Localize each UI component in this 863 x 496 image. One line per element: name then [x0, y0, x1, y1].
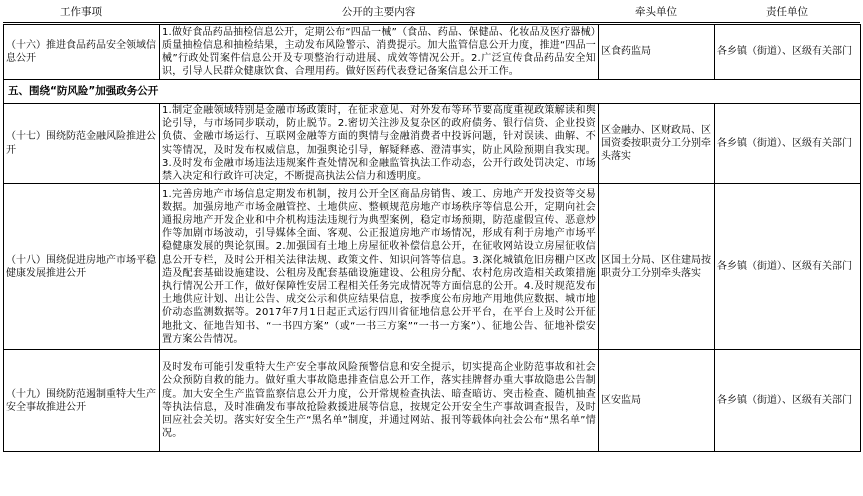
work-item-cell: （十六）推进食品药品安全领域信息公开 — [4, 25, 160, 80]
lead-unit-cell: 区金融办、区财政局、区国资委按职责分工分别牵头落实 — [599, 104, 715, 184]
table-row — [4, 25, 861, 80]
content-cell: 1.完善房地产市场信息定期发布机制，按月公开全区商品房销售、竣工、房地产开发投资等交易数据。加强房地产市场金融管控、土地供应、整顿规范房地产市场秩序等信息公开，定期向社会通报房地产开发企业和中介机构违法违规行为典型案例，稳定市场预期，防范虚假宣传、恶意炒作等加剧市场波动，引导媒体全面、客观、公正报道房地产市场情况，形成有利于房地产市场平稳健康发展的舆论氛围。2.加强国有土地上房屋征收补偿信息公开，在征收网站设立房屋征收信息公开专栏，及时公开相关法律法规、政策文件、知识问答等信息。3.深化城镇危旧房棚户区改造及配套基础设施建设、公租房及配套基础设施建设、公租房分配、农村危房改造相关政策措施执行情况公开工作，做好保障性安居工程相关任务完成情况等方面信息的公开。4.及时规范发布土地供应计划、出让公告、成交公示和供应结果信息，按季度公布房地产用地供应数据、城市地价动态监测数据等。2017年7月1日起正式运行四川省征地信息公开平台，在平台上及时公开征地批文、征地告知书、“一书四方案”（或“一书三方案”“一书一方案”）、征地公告、征地补偿安置方案公告情况。 — [160, 184, 599, 350]
header-work-item: 工作事项 — [3, 0, 159, 23]
table-row — [4, 104, 861, 184]
header-row — [3, 0, 860, 23]
header-main-content: 公开的主要内容 — [159, 0, 598, 23]
content-cell: 1.做好食品药品抽检信息公开，定期公布“四品一械”（食品、药品、保健品、化妆品及医疗器械）质量抽检信息和抽检结果，主动发布风险警示、消费提示。加大监管信息公开力度，推进“四品一械”行政处罚案件信息公开及专项整治行动进展、成效等情况公开。2.广泛宣传食品药品安全知识，引导人民群众健康饮食、合理用药。做好医药代表登记备案信息公开工作。 — [160, 25, 599, 80]
work-item-cell: （十八）围绕促进房地产市场平稳健康发展推进公开 — [4, 184, 160, 350]
section-heading: 五、围绕“防风险”加强政务公开 — [4, 80, 861, 104]
lead-unit-cell: 区食药监局 — [599, 25, 715, 80]
lead-unit-cell: 区国土分局、区住建局按职责分工分别牵头落实 — [599, 184, 715, 350]
work-item-cell: （十九）围绕防范遏制重特大生产安全事故推进公开 — [4, 350, 160, 452]
content-cell: 及时发布可能引发重特大生产安全事故风险预警信息和安全提示，切实提高企业防范事故和社会公众预防自救的能力。做好重大事故隐患排查信息公开工作，落实挂牌督办重大事故隐患公告制度。加大安全生产监管监察信息公开力度，公开常规检查执法、暗查暗访、突击检查、随机抽查等执法信息，及时准确发布事故抢险救援进展等信息，按规定公开安全生产事故调查报告，及时回应社会关切。落实好安全生产“黑名单”制度，并通过网站、报刊等载体向社会公布“黑名单”情况。 — [160, 350, 599, 452]
header-responsible-unit: 责任单位 — [714, 0, 860, 23]
content-cell: 1.制定金融领域特别是金融市场政策时，在征求意见、对外发布等环节要高度重视政策解读和舆论引导，与市场同步联动，防止脱节。2.密切关注涉及复杂区的政府债务、银行信贷、企业投资负债、金融市场运行、互联网金融等方面的舆情与金融消费者中投诉问题，针对误读、曲解、不实等情况，及时发布权威信息，加强舆论引导，解疑释惑、澄清事实，防止风险预期自我实现。3.及时发布金融市场违法违规案件查处情况和金融监管执法工作动态，公开行政处罚决定、市场禁入决定和行政许可决定，不断提高执法公信力和透明度。 — [160, 104, 599, 184]
work-item-cell: （十七）围绕防范金融风险推进公开 — [4, 104, 160, 184]
disclosure-table — [3, 24, 861, 452]
responsible-unit-cell: 各乡镇（街道）、区级有关部门 — [715, 25, 861, 80]
section-row — [4, 80, 861, 104]
table-row — [4, 350, 861, 452]
responsible-unit-cell: 各乡镇（街道）、区级有关部门 — [715, 350, 861, 452]
responsible-unit-cell: 各乡镇（街道）、区级有关部门 — [715, 184, 861, 350]
table-header — [3, 0, 860, 24]
table-row — [4, 184, 861, 350]
lead-unit-cell: 区安监局 — [599, 350, 715, 452]
header-table — [3, 0, 860, 23]
responsible-unit-cell: 各乡镇（街道）、区级有关部门 — [715, 104, 861, 184]
header-lead-unit: 牵头单位 — [598, 0, 714, 23]
